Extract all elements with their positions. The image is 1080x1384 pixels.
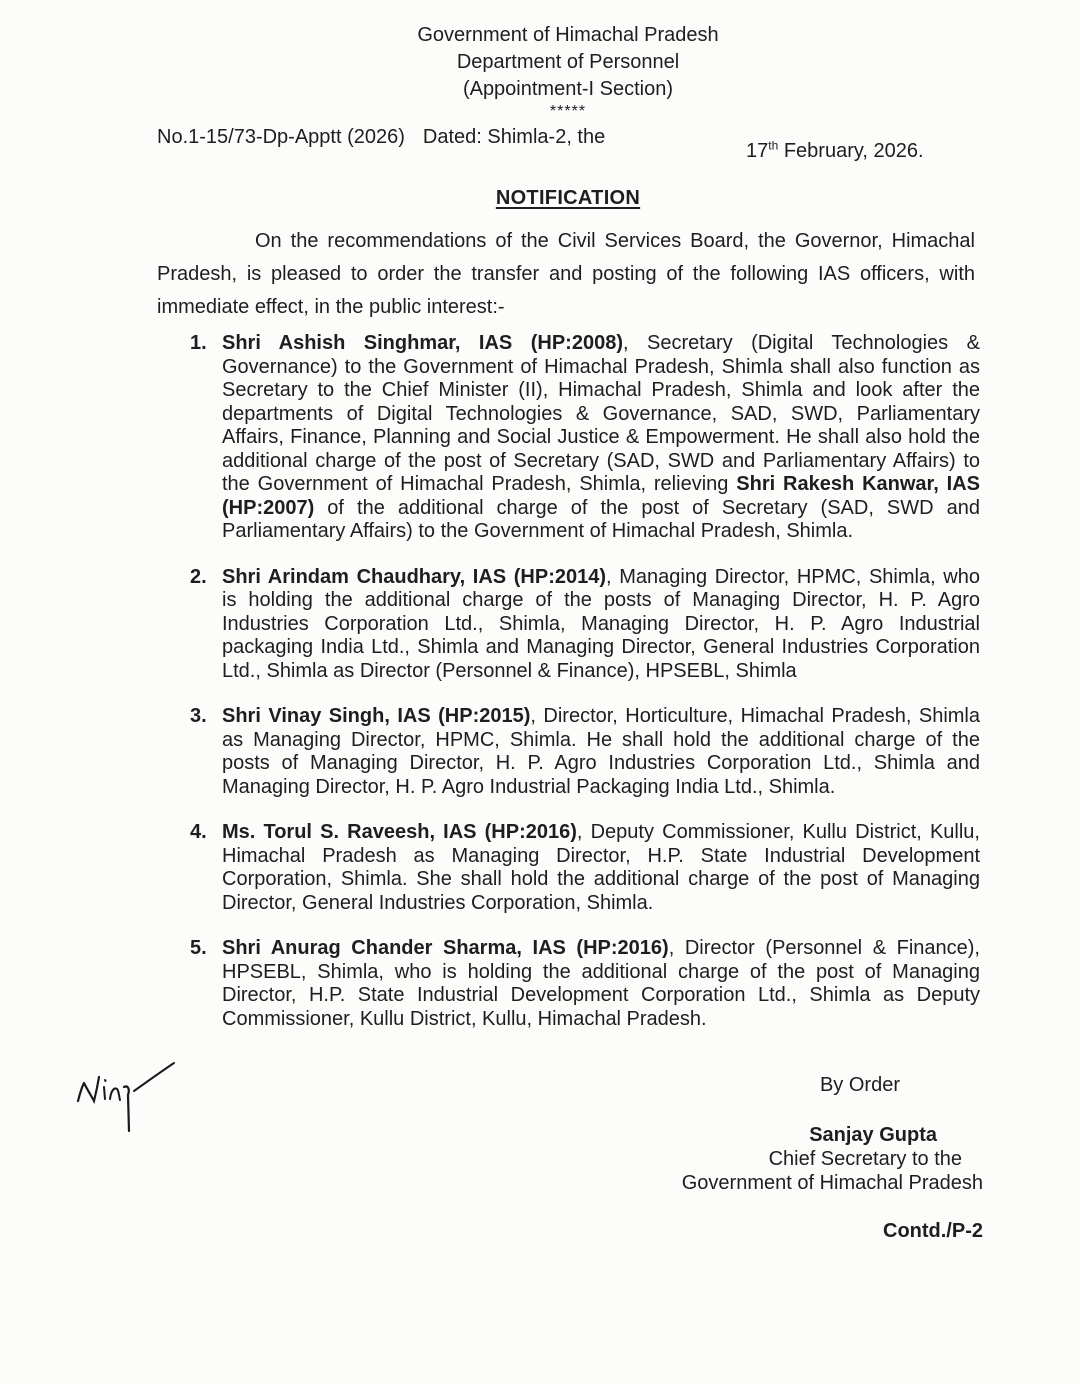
order-text-continued: of the additional charge of the post of Secretary (SAD, SWD and Parliamentary Affairs) to the Government of Himachal Pradesh, Shimla.: [222, 496, 980, 542]
order-body: [222, 821, 980, 915]
continued-marker: Contd./P-2: [883, 1220, 983, 1242]
dated-label: Dated: Shimla-2, the: [422, 126, 606, 148]
signer-title-line-2: Government of Himachal Pradesh: [681, 1172, 983, 1194]
orders-list: [190, 332, 980, 1031]
relieved-officer-name: Shri Rakesh Kanwar, IAS (HP:2007): [222, 473, 980, 519]
order-text: , Director (Personnel & Finance), HPSEBL, Shimla, who is holding the additional charge of the post of Managing Director, H.P. State Industrial Development Corporation Ltd., Shimla as Deputy Commissioner, Kullu District, Kullu, Himachal Pradesh.: [222, 937, 980, 1030]
officer-name: Ms. Torul S. Raveesh, IAS (HP:2016): [222, 821, 577, 843]
officer-name: Shri Arindam Chaudhary, IAS (HP:2014): [222, 565, 607, 588]
closing-section: [0, 1053, 1080, 1243]
order-body: [222, 566, 980, 684]
intro-paragraph: On the recommendations of the Civil Services Board, the Governor, Himachal Pradesh, is pleased to order the transfer and posting of the following IAS officers, with immediate effect, in the public interest:-: [157, 230, 975, 318]
order-item: [190, 821, 980, 915]
officer-name: Shri Anurag Chander Sharma, IAS (HP:2016): [222, 937, 669, 959]
signer-name: Sanjay Gupta: [809, 1124, 937, 1146]
order-body: [222, 332, 980, 544]
reference-line: [157, 125, 605, 149]
date-suffix: th: [768, 138, 779, 153]
order-item: [190, 332, 980, 544]
document-title: NOTIFICATION: [495, 187, 641, 209]
handwritten-initials: [68, 1053, 188, 1143]
order-text: , Deputy Commissioner, Kullu District, Kullu, Himachal Pradesh as Managing Director, H.P. State Industrial Development Corporation, Shimla. She shall hold the additional charge of the post of Managing Director, General Industries Corporation, Shimla.: [222, 821, 980, 914]
order-text: , Secretary (Digital Technologies & Governance) to the Government of Himachal Pradesh, Shimla shall also function as Secretary to the Chief Minister (II), Himachal Pradesh, Shimla and look after the departments of Digital Technologies & Governance, SAD, SWD, Parliamentary Affairs, Finance, Planning and Social Justice & Empowerment. He shall also hold the additional charge of the post of Secretary (SAD, SWD and Parliamentary Affairs) to the Government of Himachal Pradesh, Shimla, relieving: [222, 332, 980, 495]
order-item: [190, 566, 980, 684]
order-body: [222, 705, 980, 799]
date-day: 17: [746, 140, 769, 162]
department-name: Department of Personnel: [456, 51, 680, 73]
officer-name: Shri Vinay Singh, IAS (HP:2015): [222, 705, 531, 727]
order-text: , Managing Director, HPMC, Shimla, who is holding the additional charge of the posts of Managing Director, H. P. Agro Industries Corporation Ltd., Shimla, Managing Director, H. P. Agro Industrial packaging India Ltd., Shimla and Managing Director, General Industries Corporation Ltd., Shimla as Director (Personnel & Finance), HPSEBL, Shimla: [222, 565, 980, 682]
government-name: Government of Himachal Pradesh: [417, 24, 719, 46]
order-number: 1.: [190, 332, 207, 354]
signoff-block: [682, 1073, 983, 1243]
by-order-label: By Order: [819, 1074, 900, 1096]
order-text: , Director, Horticulture, Himachal Pradesh, Shimla as Managing Director, HPMC, Shimla. He shall hold the additional charge of the posts of Managing Director, H. P. Agro Industries Corporation Ltd., Shimla and Managing Director, H. P. Agro Industrial Packaging India Ltd., Shimla.: [222, 705, 980, 798]
order-number: 5.: [190, 937, 207, 959]
reference-row: [157, 125, 987, 171]
date-month-year: February, 2026.: [778, 140, 924, 162]
signer-title-line-1: Chief Secretary to the: [768, 1148, 962, 1170]
reference-number: No.1-15/73-Dp-Apptt (2026): [157, 126, 405, 148]
order-item: [190, 937, 980, 1031]
letterhead: [0, 22, 1080, 121]
officer-name: Shri Ashish Singhmar, IAS (HP:2008): [222, 332, 623, 354]
order-item: [190, 705, 980, 799]
header-separator: *****: [549, 103, 587, 120]
order-number: 4.: [190, 821, 207, 843]
section-name: (Appointment-I Section): [462, 78, 674, 100]
order-number: 2.: [190, 565, 207, 588]
issue-date: [746, 139, 924, 163]
order-number: 3.: [190, 705, 207, 727]
order-body: [222, 937, 980, 1031]
